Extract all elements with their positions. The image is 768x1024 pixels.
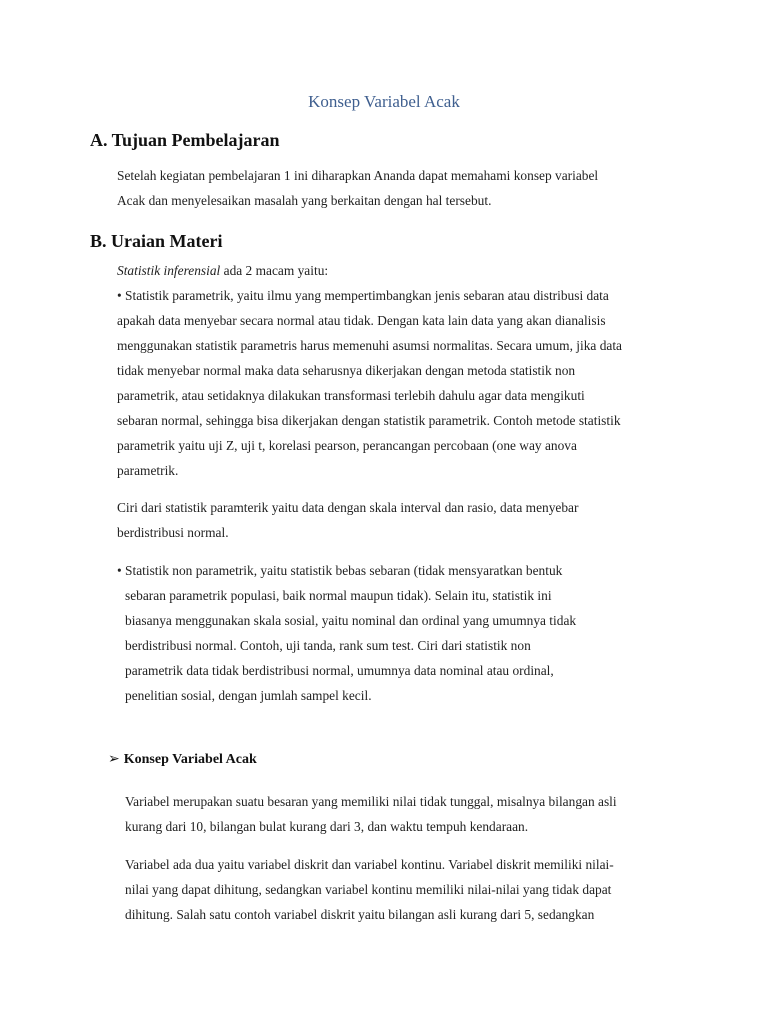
text-line: penelitian sosial, dengan jumlah sampel kecil. <box>125 688 372 703</box>
text-line: berdistribusi normal. Contoh, uji tanda, rank sum test. Ciri dari statistik non <box>125 638 531 653</box>
text-line: parametrik yaitu uji Z, uji t, korelasi pearson, perancangan percobaan (one way anova <box>117 438 577 453</box>
text-line: kurang dari 10, bilangan bulat kurang dari 3, dan waktu tempuh kendaraan. <box>125 819 529 834</box>
text-line: apakah data menyebar secara normal atau tidak. Dengan kata lain data yang akan dianalisis <box>117 313 606 328</box>
document-title: Konsep Variabel Acak <box>308 92 460 111</box>
subsection-paragraph-1 <box>125 789 617 839</box>
text-line: menggunakan statistik parametris harus memenuhi asumsi normalitas. Secara umum, jika data <box>117 338 622 353</box>
text-line: dihitung. Salah satu contoh variabel diskrit yaitu bilangan asli kurang dari 5, sedangkan <box>125 907 595 922</box>
section-b-paragraph-2 <box>117 495 578 545</box>
text-line: parametrik, atau setidaknya dilakukan transformasi terlebih dahulu agar data mengikuti <box>117 388 585 403</box>
section-b-heading: B. Uraian Materi <box>90 231 223 251</box>
section-b-intro <box>117 258 622 483</box>
text-line: Acak dan menyelesaikan masalah yang berkaitan dengan hal tersebut. <box>117 193 492 208</box>
subsection-paragraph-2 <box>125 852 614 927</box>
text-line: parametrik data tidak berdistribusi normal, umumnya data nominal atau ordinal, <box>125 663 554 678</box>
section-a-heading: A. Tujuan Pembelajaran <box>90 130 280 150</box>
section-b-paragraph-3-first <box>117 558 562 583</box>
text-line: biasanya menggunakan skala sosial, yaitu nominal dan ordinal yang umumnya tidak <box>125 613 577 628</box>
intro-rest: ada 2 macam yaitu: <box>220 263 329 278</box>
text-line: Variabel ada dua yaitu variabel diskrit dan variabel kontinu. Variabel diskrit memiliki nilai- <box>125 857 614 872</box>
text-line: sebaran normal, sehingga bisa dikerjakan dengan statistik parametrik. Contoh metode statistik <box>117 413 621 428</box>
text-line: Ciri dari statistik paramterik yaitu data dengan skala interval dan rasio, data menyebar <box>117 500 579 515</box>
text-line: berdistribusi normal. <box>117 525 229 540</box>
section-b-paragraph-3-rest <box>125 583 576 708</box>
subsection-heading <box>108 751 257 768</box>
text-line: Variabel merupakan suatu besaran yang memiliki nilai tidak tunggal, misalnya bilangan asli <box>125 794 617 809</box>
intro-italic: Statistik inferensial <box>117 263 221 278</box>
text-line: • Statistik non parametrik, yaitu statistik bebas sebaran (tidak mensyaratkan bentuk <box>117 563 563 578</box>
text-line: parametrik. <box>117 463 179 478</box>
text-line: • Statistik parametrik, yaitu ilmu yang mempertimbangkan jenis sebaran atau distribusi data <box>117 288 609 303</box>
subsection-title: Konsep Variabel Acak <box>123 752 257 767</box>
arrow-bullet-icon: ➢ <box>108 752 120 767</box>
text-line: tidak menyebar normal maka data seharusnya dikerjakan dengan metoda statistik non <box>117 363 576 378</box>
text-line: Setelah kegiatan pembelajaran 1 ini diharapkan Ananda dapat memahami konsep variabel <box>117 168 599 183</box>
intro-line <box>117 258 622 283</box>
text-line: nilai yang dapat dihitung, sedangkan variabel kontinu memiliki nilai-nilai yang tidak dapat <box>125 882 612 897</box>
text-line: sebaran parametrik populasi, baik normal maupun tidak). Selain itu, statistik ini <box>125 588 552 603</box>
section-a-paragraph <box>117 163 598 213</box>
